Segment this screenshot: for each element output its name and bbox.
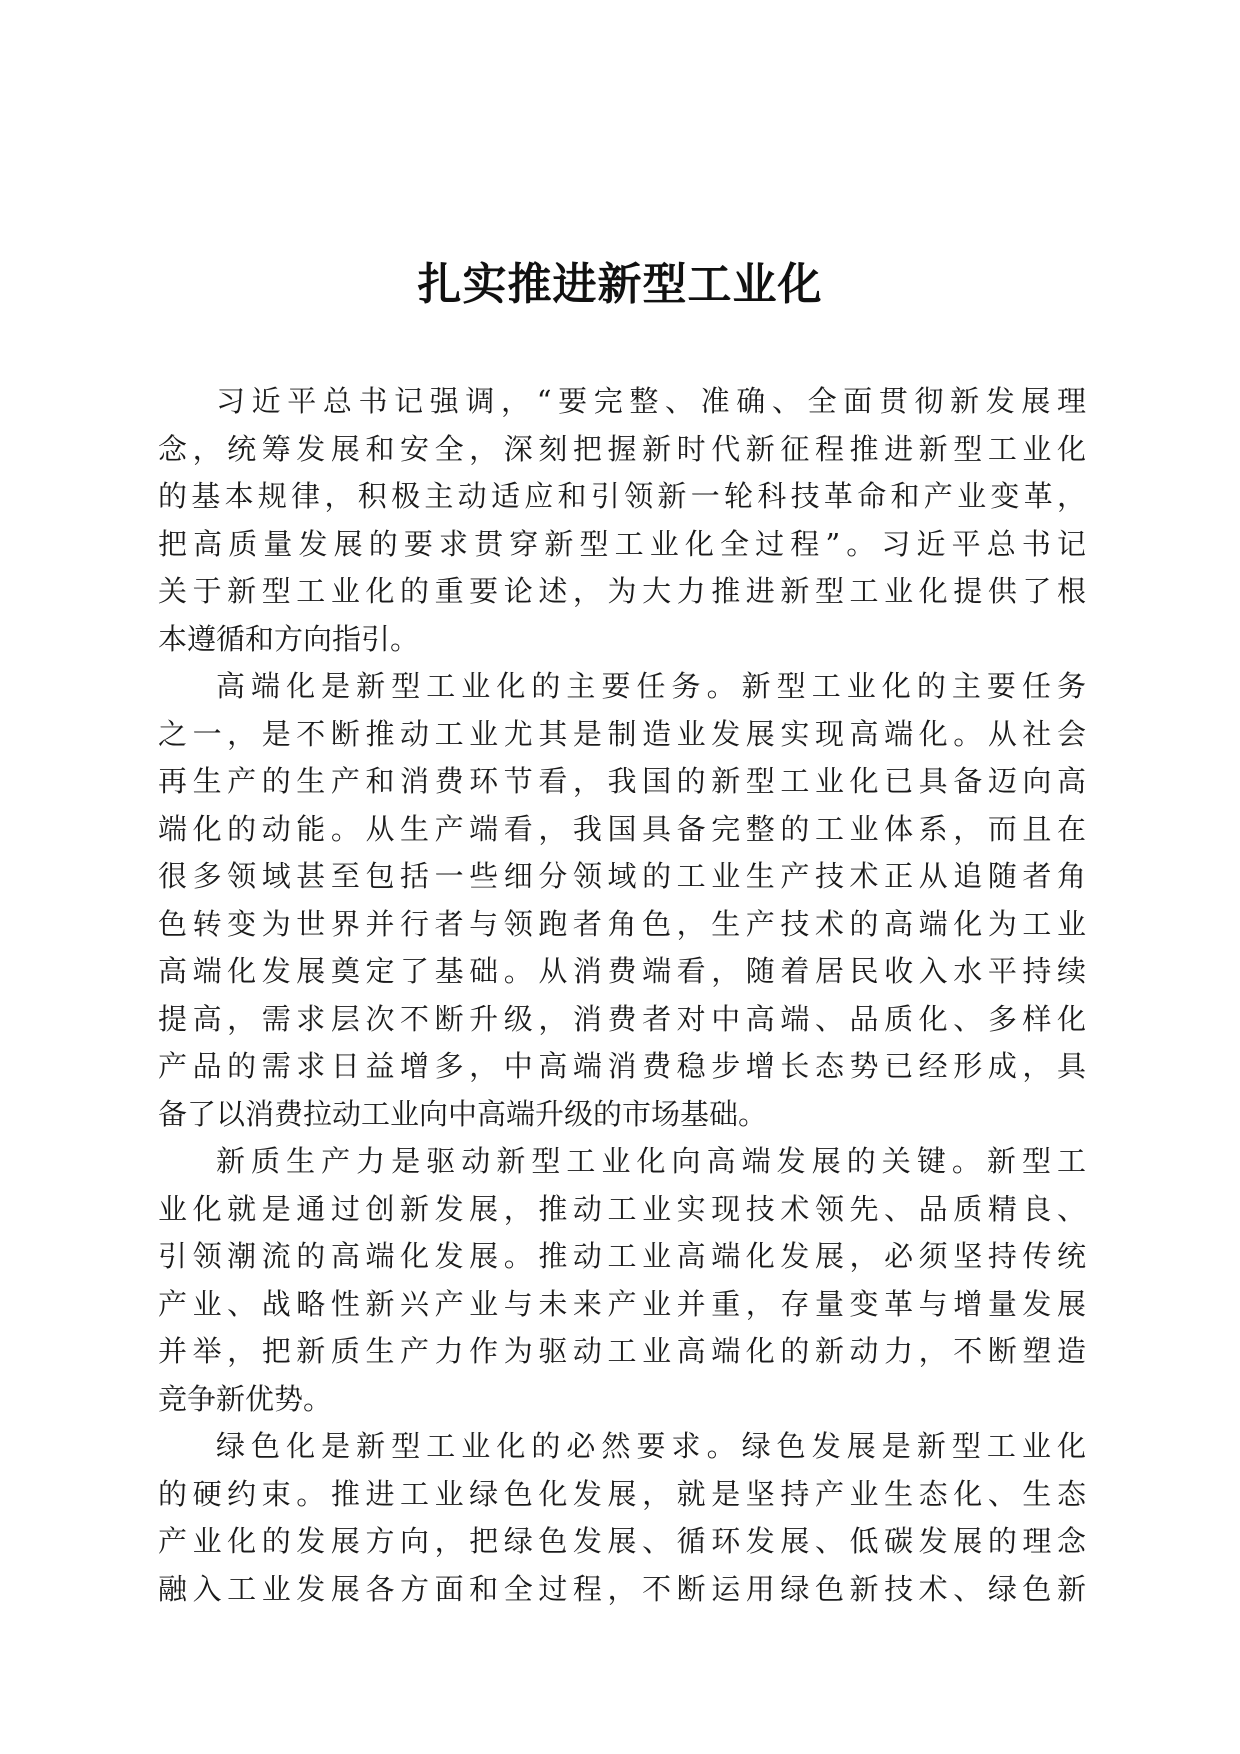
text-line: 色转变为世界并行者与领跑者角色，生产技术的高端化为工业 xyxy=(158,906,1086,941)
text-line: 再生产的生产和消费环节看，我国的新型工业化已具备迈向高 xyxy=(158,764,1086,798)
text-line: 很多领域甚至包括一些细分领域的工业生产技术正从追随者角 xyxy=(158,859,1086,893)
text-line: 并举，把新质生产力作为驱动工业高端化的新动力，不断塑造 xyxy=(158,1334,1086,1368)
text-line: 提高，需求层次不断升级，消费者对中高端、品质化、多样化 xyxy=(158,1001,1086,1036)
paragraph-2 xyxy=(158,663,1086,1138)
document-title: 扎实推进新型工业化 xyxy=(417,259,823,310)
text-line: 产业、战略性新兴产业与未来产业并重，存量变革与增量发展 xyxy=(158,1286,1086,1321)
text-line: 融入工业发展各方面和全过程，不断运用绿色新技术、绿色新 xyxy=(158,1571,1086,1606)
text-line: 产品的需求日益增多，中高端消费稳步增长态势已经形成，具 xyxy=(158,1049,1086,1083)
text-line: 引领潮流的高端化发展。推动工业高端化发展，必须坚持传统 xyxy=(158,1239,1086,1273)
text-line: 绿色化是新型工业化的必然要求。绿色发展是新型工业化 xyxy=(216,1429,1086,1463)
text-line: 竞争新优势。 xyxy=(158,1381,333,1416)
text-line: 端化的动能。从生产端看，我国具备完整的工业体系，而且在 xyxy=(158,811,1086,846)
text-line: 本遵循和方向指引。 xyxy=(158,621,420,656)
text-line: 的硬约束。推进工业绿色化发展，就是坚持产业生态化、生态 xyxy=(158,1476,1086,1511)
text-line: 的基本规律，积极主动适应和引领新一轮科技革命和产业变革， xyxy=(158,479,1086,513)
text-line: 关于新型工业化的重要论述，为大力推进新型工业化提供了根 xyxy=(158,574,1086,608)
text-line: 新质生产力是驱动新型工业化向高端发展的关键。新型工 xyxy=(216,1144,1086,1178)
document-body xyxy=(158,378,1086,1613)
text-line: 把高质量发展的要求贯穿新型工业化全过程”。习近平总书记 xyxy=(158,526,1086,561)
text-line: 高端化发展奠定了基础。从消费端看，随着居民收入水平持续 xyxy=(158,954,1086,988)
text-line: 之一，是不断推动工业尤其是制造业发展实现高端化。从社会 xyxy=(158,716,1086,751)
paragraph-3 xyxy=(158,1138,1086,1423)
paragraph-4 xyxy=(158,1423,1086,1613)
text-line: 高端化是新型工业化的主要任务。新型工业化的主要任务 xyxy=(216,669,1086,703)
text-line: 产业化的发展方向，把绿色发展、循环发展、低碳发展的理念 xyxy=(158,1524,1086,1558)
text-line: 习近平总书记强调，“要完整、准确、全面贯彻新发展理 xyxy=(216,384,1086,418)
text-line: 备了以消费拉动工业向中高端升级的市场基础。 xyxy=(158,1096,768,1131)
paragraph-1 xyxy=(158,378,1086,663)
text-line: 业化就是通过创新发展，推动工业实现技术领先、品质精良、 xyxy=(158,1191,1086,1226)
text-line: 念，统筹发展和安全，深刻把握新时代新征程推进新型工业化 xyxy=(158,431,1086,466)
